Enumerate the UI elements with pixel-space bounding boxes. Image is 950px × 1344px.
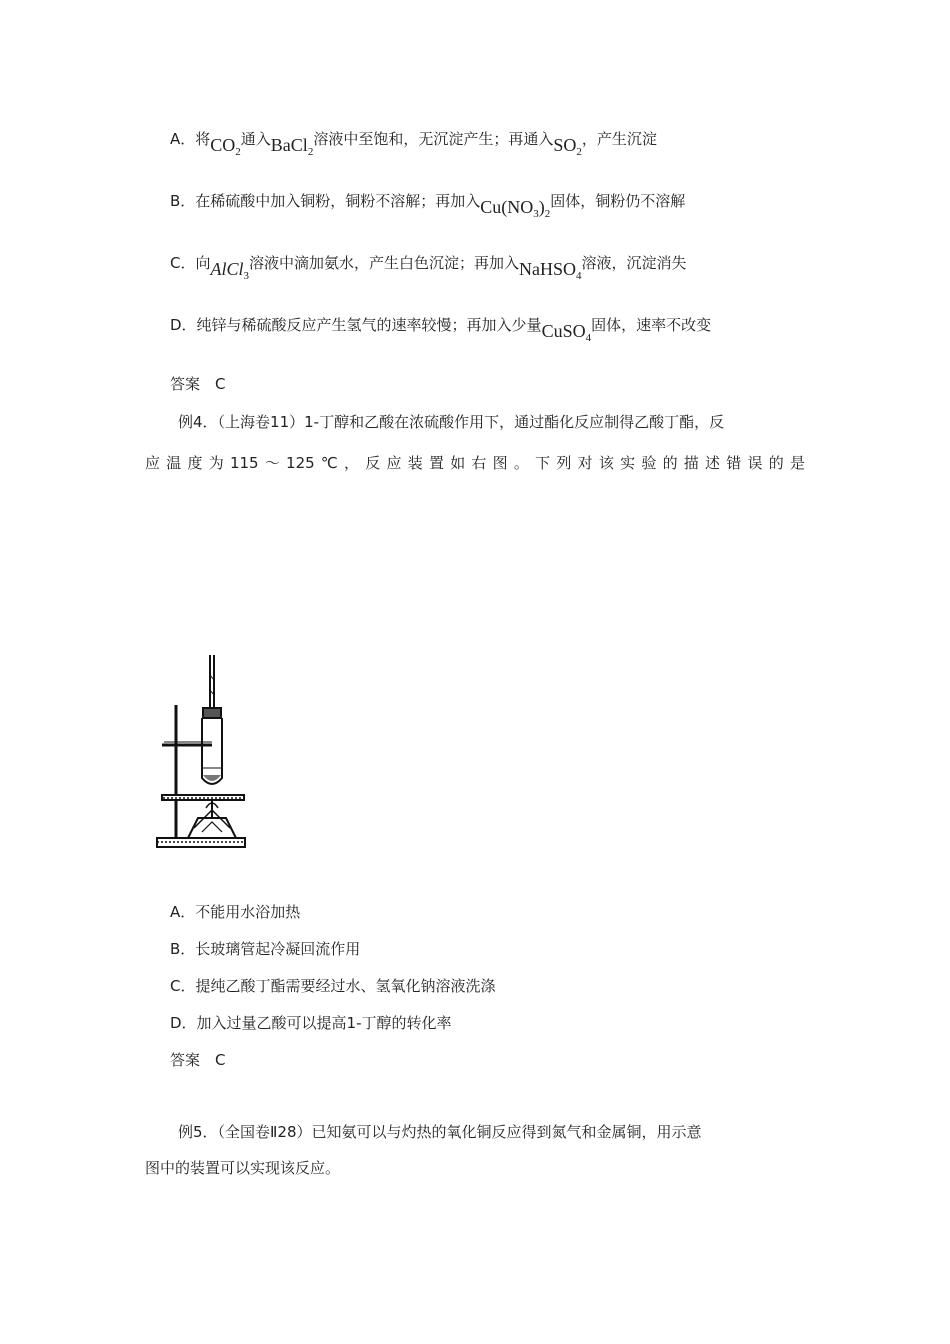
answer-example4: 答案 C xyxy=(170,1051,226,1069)
example4-option-d: D．加入过量乙酸可以提高1-丁醇的转化率 xyxy=(170,1014,452,1032)
example4-option-a: A．不能用水浴加热 xyxy=(170,903,301,921)
option-b: B．在稀硫酸中加入铜粉，铜粉不溶解；再加入$Cu(NO_3)_2$固体，铜粉仍不溶解 xyxy=(170,192,686,220)
formula-alcl3: AlCl$_3$ xyxy=(210,259,249,282)
option-a: A．将$CO_2$通入BaCl$_2$溶液中至饱和，无沉淀产生；再通入$SO_2$，产生沉淀 xyxy=(170,130,657,158)
answer-q3: 答案 C xyxy=(170,375,226,393)
example4-option-b: B．长玻璃管起冷凝回流作用 xyxy=(170,940,361,958)
example4-option-c: C．提纯乙酸丁酯需要经过水、氢氧化钠溶液洗涤 xyxy=(170,977,496,995)
formula-cuno32: $Cu(NO_3)_2$ xyxy=(480,197,551,220)
example5-line2: 图中的装置可以实现该反应。 xyxy=(145,1159,341,1177)
option-d: D．纯锌与稀硫酸反应产生氢气的速率较慢；再加入少量CuSO$_4$固体，速率不改变 xyxy=(170,316,712,344)
example5-line1: 例5．（全国卷Ⅱ28）已知氨可以与灼热的氧化铜反应得到氮气和金属铜，用示意 xyxy=(178,1123,702,1141)
example4-line1: 例4．（上海卷11）1-丁醇和乙酸在浓硫酸作用下，通过酯化反应制得乙酸丁酯，反 xyxy=(178,413,725,431)
formula-cuso4: CuSO$_4$ xyxy=(541,321,592,344)
reaction-apparatus-figure xyxy=(150,650,250,855)
formula-bacl2: BaCl$_2$ xyxy=(270,135,314,158)
example4-line2: 应温度为115～125℃，反应装置如右图。下列对该实验的描述错误的是 xyxy=(145,454,805,472)
option-c: C．向AlCl$_3$溶液中滴加氨水，产生白色沉淀；再加入NaHSO$_4$溶液，沉淀消失 xyxy=(170,254,687,282)
formula-so2: $SO_2$ xyxy=(553,135,582,158)
formula-nahso4: NaHSO$_4$ xyxy=(519,259,582,282)
formula-co2: $CO_2$ xyxy=(210,135,241,158)
